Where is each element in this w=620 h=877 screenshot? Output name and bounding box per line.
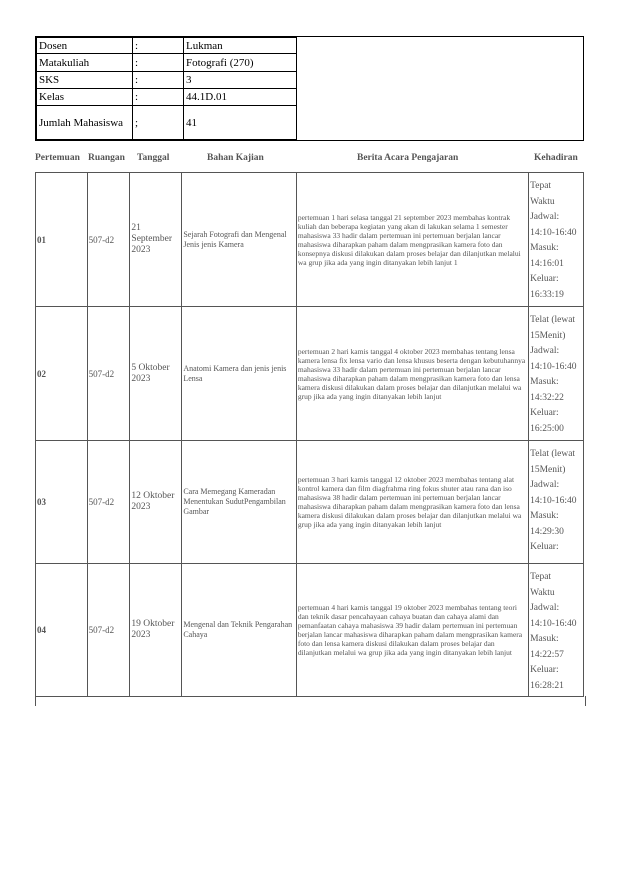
info-row-sks <box>37 72 297 89</box>
cell-pertemuan: 04 <box>36 564 88 697</box>
cell-ruangan: 507-d2 <box>87 441 130 564</box>
header-tanggal: Tanggal <box>137 153 170 163</box>
info-value: 44.1D.01 <box>184 89 297 106</box>
cell-kehadiran <box>529 307 584 441</box>
course-info-block <box>35 36 584 141</box>
info-separator: : <box>133 89 184 106</box>
info-row-dosen <box>37 38 297 54</box>
info-label: SKS <box>37 72 133 89</box>
table-row <box>36 173 584 307</box>
info-value: 41 <box>184 106 297 140</box>
kehadiran-text: Tepat Waktu Jadwal: 14:10-16:40 Masuk: 14:22:57 Keluar: 16:28:21 <box>530 572 577 691</box>
cell-tanggal: 12 Oktober 2023 <box>130 441 182 564</box>
cell-tanggal: 5 Oktober 2023 <box>130 307 182 441</box>
cell-kehadiran <box>529 173 584 307</box>
header-kehadiran: Kehadiran <box>534 153 578 163</box>
table-row <box>36 564 584 697</box>
kehadiran-text: Tepat Waktu Jadwal: 14:10-16:40 Masuk: 14:16:01 Keluar: 16:33:19 <box>530 181 577 300</box>
info-separator: : <box>133 54 184 72</box>
cell-berita-acara: pertemuan 4 hari kamis tanggal 19 oktober 2023 membahas tentang teori dan teknik dasar pencahayaan cahaya buatan dan cahaya alami dan pemanfaatan cahaya mahasiswa 39 hadir dalam pertemuan ini pertemuan berjalan lancar mahasiswa diharapkan paham dalam mengprasikan kamera foto dan lensa kamera diskusi dilakukan dalam proses belajar dan dilanjutkan melalui wa grup jika ada yang ingin ditanyakan lebih lanjut <box>296 564 528 697</box>
header-pertemuan: Pertemuan <box>35 153 80 163</box>
cell-berita-acara: pertemuan 3 hari kamis tanggal 12 oktober 2023 membahas tentang alat kontrol kamera dan film diagfrahma ring fokus shuter atau rana dan iso mahasiswa 38 hadir dalam pertemuan ini pertemuan berjalan lancar mahasiswa diharapkan paham dalam mengprasikan kamera foto dan lensa kamera diskusi dilakukan dalam proses belajar dan dilanjutkan melalui wa grup jika ada yang ingin ditanyakan lebih lanjut <box>296 441 528 564</box>
cell-berita-acara: pertemuan 2 hari kamis tanggal 4 oktober 2023 membahas tentang lensa kamera lensa fix lensa vario dan lensa khusus beserta dengan kebutuhannya mahasiswa 33 hadir dalam pertemuan ini pertemuan berjalan lancar mahasiswa diharapkan paham dalam mengprasikan kamera foto dan lensa kamera diskusi dilakukan dalam proses belajar dan dilanjutkan melalui wa grup jika ada yang ingin ditanyakan lebih lanjut <box>296 307 528 441</box>
kehadiran-text: Telat (lewat 15Menit) Jadwal: 14:10-16:40 Masuk: 14:29:30 Keluar: <box>530 449 577 552</box>
cell-ruangan: 507-d2 <box>87 307 130 441</box>
cell-kehadiran <box>529 441 584 564</box>
table-row <box>36 441 584 564</box>
kehadiran-text: Telat (lewat 15Menit) Jadwal: 14:10-16:40 Masuk: 14:32:22 Keluar: 16:25:00 <box>530 315 577 434</box>
info-label: Matakuliah <box>37 54 133 72</box>
info-separator: : <box>133 72 184 89</box>
attendance-table-header <box>35 148 584 170</box>
cell-pertemuan: 01 <box>36 173 88 307</box>
cell-tanggal: 19 Oktober 2023 <box>130 564 182 697</box>
course-info-table <box>36 37 297 140</box>
header-ruangan: Ruangan <box>88 153 125 163</box>
info-value: Fotografi (270) <box>184 54 297 72</box>
cell-tanggal: 21 September 2023 <box>130 173 182 307</box>
table-row <box>36 307 584 441</box>
info-row-kelas <box>37 89 297 106</box>
info-separator: : <box>133 38 184 54</box>
cell-bahan-kajian: Mengenal dan Teknik Pengarahan Cahaya <box>182 564 297 697</box>
cell-ruangan: 507-d2 <box>87 173 130 307</box>
cell-bahan-kajian: Cara Memegang Kameradan Menentukan SudutPengambilan Gambar <box>182 441 297 564</box>
info-row-jumlah <box>37 106 297 140</box>
info-separator: ; <box>133 106 184 140</box>
attendance-table <box>35 172 584 697</box>
cell-bahan-kajian: Sejarah Fotografi dan Mengenal Jenis jenis Kamera <box>182 173 297 307</box>
table-continuation <box>35 696 586 706</box>
info-label: Dosen <box>37 38 133 54</box>
cell-kehadiran <box>529 564 584 697</box>
info-value: 3 <box>184 72 297 89</box>
info-value: Lukman <box>184 38 297 54</box>
cell-pertemuan: 03 <box>36 441 88 564</box>
cell-pertemuan: 02 <box>36 307 88 441</box>
info-label: Kelas <box>37 89 133 106</box>
info-row-matakuliah <box>37 54 297 72</box>
cell-ruangan: 507-d2 <box>87 564 130 697</box>
header-bahan-kajian: Bahan Kajian <box>207 153 264 163</box>
header-berita-acara: Berita Acara Pengajaran <box>357 153 459 163</box>
info-label: Jumlah Mahasiswa <box>37 106 133 140</box>
cell-berita-acara: pertemuan 1 hari selasa tanggal 21 september 2023 membahas kontrak kuliah dan beberapa kegiatan yang akan di lakukan selama 1 semester mahasiswa 33 hadir dalam pertemuan ini pertemuan berjalan lancar mahasiswa diharapkan paham dalam mengprasikan kamera foto dan konsepnya diskusi dilakukan dalam proses belajar dan dilanjutkan melalui wa grup jika ada yang ingin ditanyakan lebih lanjut 1 <box>296 173 528 307</box>
cell-bahan-kajian: Anatomi Kamera dan jenis jenis Lensa <box>182 307 297 441</box>
